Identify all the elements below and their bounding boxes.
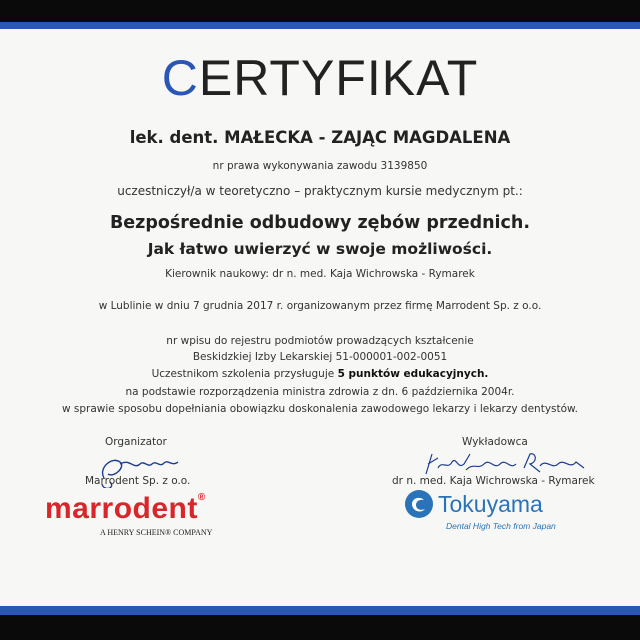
top-border <box>0 0 640 22</box>
scientific-lead: Kierownik naukowy: dr n. med. Kaja Wichrowska - Rymarek <box>165 268 475 280</box>
regulation-line: na podstawie rozporządzenia ministra zdrowia z dn. 6 października 2004r. <box>125 386 515 398</box>
recipient-name: lek. dent. MAŁECKA - ZAJĄC MAGDALENA <box>129 128 511 147</box>
bottom-border <box>0 606 640 615</box>
registry-line-1: nr wpisu do rejestru podmiotów prowadzących kształcenie <box>166 335 474 347</box>
organizer-label: Organizator <box>105 436 167 448</box>
organizer-name: Marrodent Sp. z o.o. <box>85 475 191 487</box>
points-prefix: Uczestnikom szkolenia przysługuje <box>151 368 338 380</box>
points-value: 5 punktów edukacyjnych. <box>337 368 489 380</box>
lecturer-name: dr n. med. Kaja Wichrowska - Rymarek <box>392 475 595 487</box>
marrodent-logo <box>45 492 206 526</box>
tokuyama-tagline: Dental High Tech from Japan <box>446 521 556 531</box>
henry-schein-subtitle: A HENRY SCHEIN® COMPANY <box>100 528 213 537</box>
certificate-title <box>0 50 640 106</box>
title-first-letter: C <box>161 50 199 106</box>
registry-line-2: Beskidzkiej Izby Lekarskiej 51-000001-002-0051 <box>192 351 448 363</box>
tokuyama-logo-text: Tokuyama <box>438 491 543 517</box>
license-number: nr prawa wykonywania zawodu 3139850 <box>212 160 428 172</box>
tokuyama-logo-mark <box>404 489 434 519</box>
title-rest: ERTYFIKAT <box>198 50 479 106</box>
course-title-line-1: Bezpośrednie odbudowy zębów przednich. <box>109 213 531 233</box>
marrodent-logo-text: marrodent <box>45 492 198 525</box>
participation-text: uczestniczył/a w teoretyczno – praktycznym kursie medycznym pt.: <box>117 184 523 198</box>
registered-mark: ® <box>197 492 206 503</box>
lecturer-label: Wykładowca <box>462 436 528 448</box>
regulation-purpose: w sprawie sposobu dopełniania obowiązku doskonalenia zawodowego lekarzy i lekarzy dentystów. <box>61 403 579 415</box>
place-and-date: w Lublinie w dniu 7 grudnia 2017 r. organizowanym przez firmę Marrodent Sp. z o.o. <box>98 300 542 312</box>
course-title-line-2: Jak łatwo uwierzyć w swoje możliwości. <box>147 240 493 258</box>
points-line <box>0 368 640 380</box>
